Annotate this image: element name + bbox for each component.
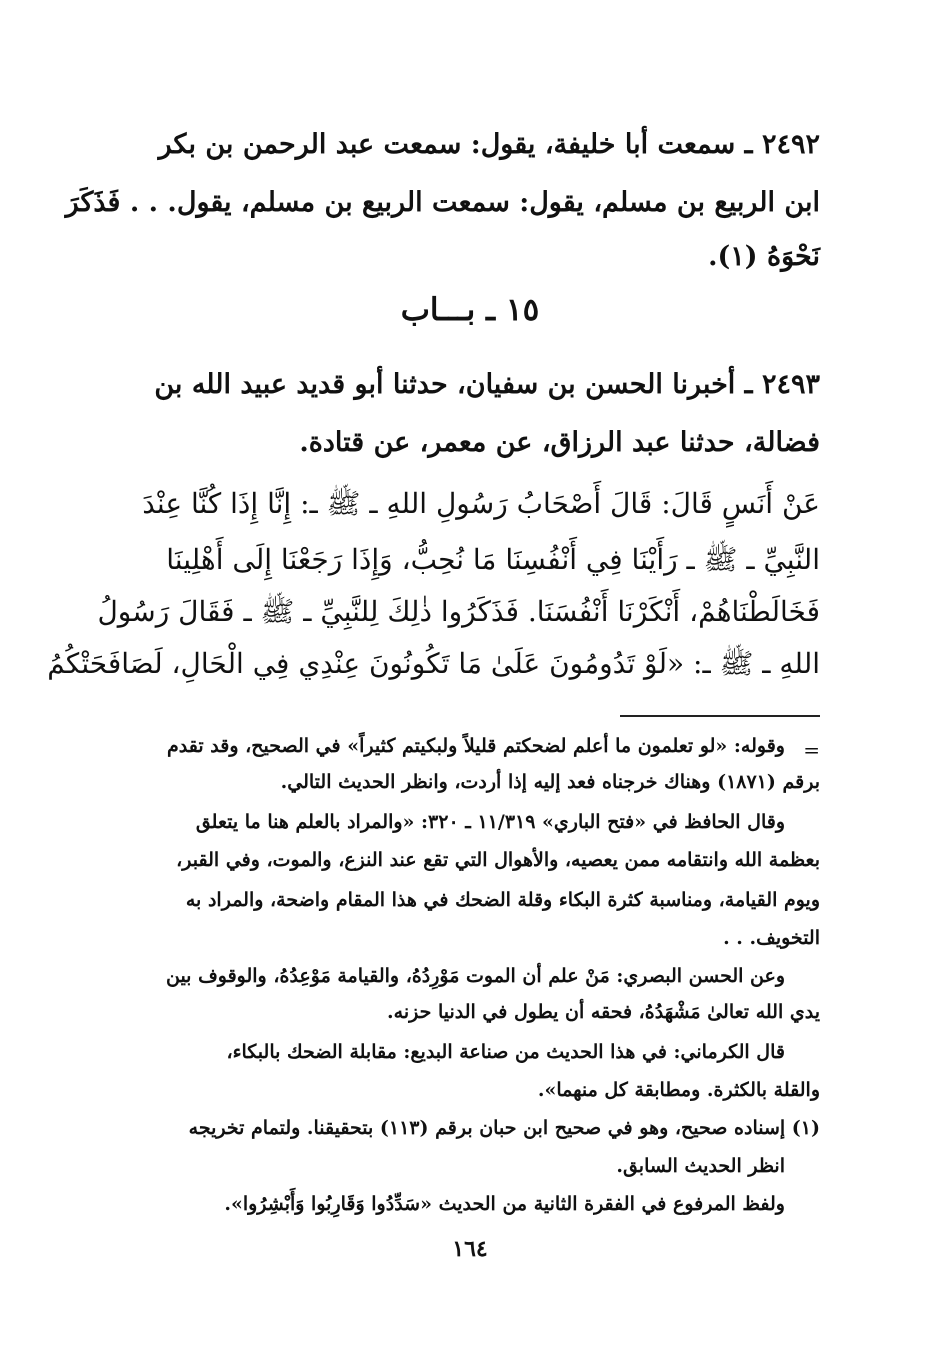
continuation-mark: = xyxy=(803,738,820,762)
text-line: اللهِ ـ ﷺ ـ: «لَوْ تَدُومُونَ عَلَىٰ مَا تَكُونُونَ عِنْدِي فِي الْحَالِ، لَصَافَحَتْكُمُ xyxy=(47,647,820,680)
footnote-line: والقلة بالكثرة. ومطابقة كل منهما». xyxy=(537,1079,820,1101)
text-line: فضالة، حدثنا عبد الرزاق، عن معمر، عن قتادة. xyxy=(299,427,820,458)
footnote-line: وعن الحسن البصري: مَنْ علم أن الموت مَوْرِدُهُ، والقيامة مَوْعِدُهُ، والوقوف بين xyxy=(165,965,785,987)
footnote-line: برقم (١٨٧١) وهناك خرجناه فعد إليه إذا أردت، وانظر الحديث التالي. xyxy=(280,771,820,793)
footnote-line: وقال الحافظ في «فتح الباري» ١١/٣١٩ ـ ٣٢٠: «والمراد بالعلم هنا ما يتعلق xyxy=(195,811,785,833)
text-line: نَحْوَهُ (١). xyxy=(708,241,820,272)
text-line: عَنْ أَنَسٍ قَالَ: قَالَ أَصْحَابُ رَسُولِ اللهِ ـ ﷺ ـ: إِنَّا إِذَا كُنَّا عِنْدَ xyxy=(142,487,820,520)
text-line: فَخَالَطْنَاهُمْ، أَنْكَرْنَا أَنْفُسَنَا. فَذَكَرُوا ذٰلِكَ لِلنَّبِيِّ ـ ﷺ ـ فَقَالَ رَسُولُ xyxy=(97,595,820,628)
page-number: ١٦٤ xyxy=(452,1236,488,1262)
footnote-line: بعظمة الله وانتقامه ممن يعصيه، والأهوال التي تقع عند النزع، والموت، وفي القبر، xyxy=(176,849,820,871)
section-heading: ١٥ ـ بـــاب xyxy=(400,292,540,328)
footnote-line: التخويف. . . xyxy=(723,927,820,949)
footnote-line: انظر الحديث السابق. xyxy=(616,1155,785,1177)
text-line: النَّبِيِّ ـ ﷺ ـ رَأَيْنَا فِي أَنْفُسِنَا مَا نُحِبُّ، وَإِذَا رَجَعْنَا إِلَى أَهْلِينَا xyxy=(166,543,820,576)
footnote-line: قال الكرماني: في هذا الحديث من صناعة البديع: مقابلة الضحك بالبكاء، xyxy=(226,1041,785,1063)
footnote-line: ويوم القيامة، ومناسبة كثرة البكاء وقلة الضحك في هذا المقام واضحة، والمراد به xyxy=(185,889,820,911)
footnote-line: ولفظ المرفوع في الفقرة الثانية من الحديث «سَدِّدُوا وَقَارِبُوا وَأَبْشِرُوا». xyxy=(224,1193,785,1215)
footnote-line: وقوله: «لو تعلمون ما أعلم لضحكتم قليلاً ولبكيتم كثيراً» في الصحيح، وقد تقدم xyxy=(167,735,785,757)
footnote-line: يدي الله تعالىٰ مَشْهَدُهُ، فحقه أن يطول في الدنيا حزنه. xyxy=(387,1001,820,1023)
footnote-divider xyxy=(620,715,820,717)
footnote-line: (١) إسناده صحيح، وهو في صحيح ابن حبان برقم (١١٣) بتحقيقنا. ولتمام تخريجه xyxy=(188,1117,820,1139)
text-line: ٢٤٩٢ ـ سمعت أبا خليفة، يقول: سمعت عبد الرحمن بن بكر xyxy=(158,129,820,160)
text-line: ٢٤٩٣ ـ أخبرنا الحسن بن سفيان، حدثنا أبو قديد عبيد الله بن xyxy=(154,369,820,400)
text-line: ابن الربيع بن مسلم، يقول: سمعت الربيع بن مسلم، يقول. . . فَذَكَرَ xyxy=(65,187,820,218)
